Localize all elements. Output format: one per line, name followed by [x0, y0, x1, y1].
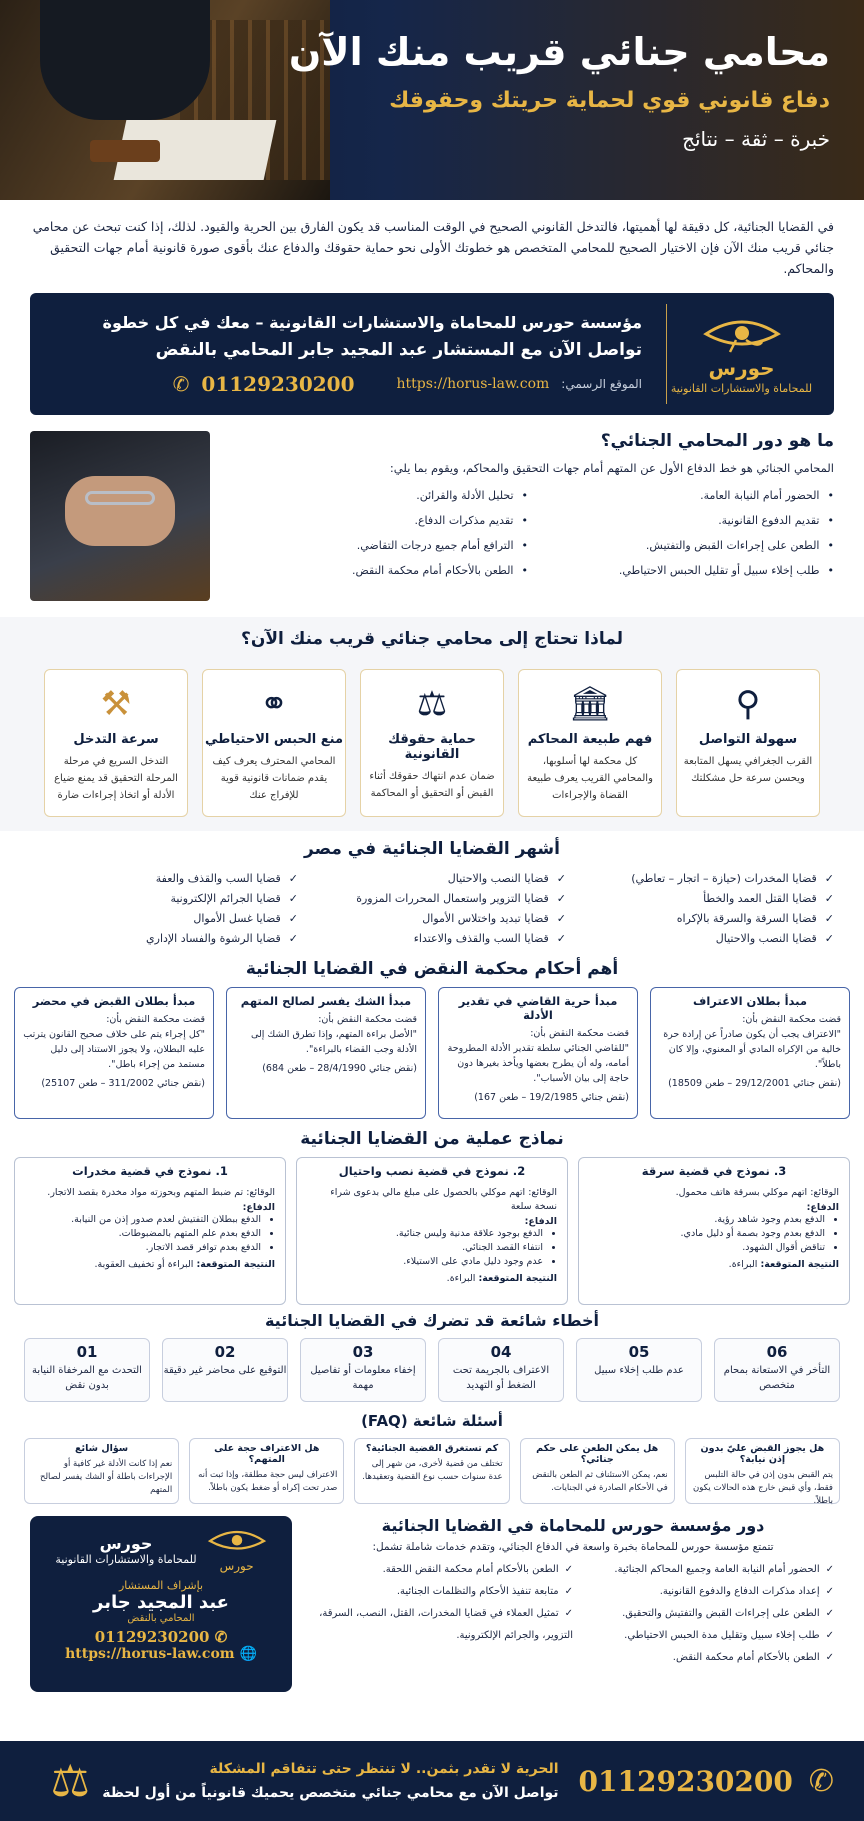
why-card-desc: القرب الجغرافي يسهل المتابعة ويحسن سرعة حل مشكلتك — [683, 756, 813, 784]
mistakes-section — [0, 1311, 864, 1402]
firm-intro: تتمتع مؤسسة حورس للمحاماة بخبرة واسعة في الدفاع الجنائي، وتقدم خدمات شاملة تشمل: — [372, 1541, 774, 1553]
phone-icon: ✆ — [209, 1628, 228, 1646]
list-item: • طلب إخلاء سبيل أو تقليل الحبس الاحتياطي. — [528, 558, 834, 583]
card-firm-name: حورس — [99, 1533, 153, 1553]
hero-image — [0, 0, 330, 200]
faq-card — [189, 1438, 344, 1504]
gavel-icon: ⚒ — [100, 684, 132, 724]
mistake-card — [24, 1338, 150, 1402]
cases-title: أشهر القضايا الجنائية في مصر — [304, 839, 560, 859]
handcuffs-icon — [85, 491, 155, 505]
example-title: 2. نموذج في قضية نصب واحتيال — [338, 1164, 526, 1178]
hero-banner — [0, 0, 864, 200]
faq-question: هل الاعتراف حجة على المتهم؟ — [214, 1443, 320, 1465]
ruling-quote: "الاعتراف يجب أن يكون صادراً عن إرادة حرة خالية من الإكراه المادي أو المعنوي، وإلا كان باطلاً". — [663, 1029, 841, 1070]
ruling-intro: قضت محكمة النقض بأن: — [318, 1014, 417, 1025]
example-defense-label: الدفاع: — [806, 1202, 839, 1213]
ruling-card — [14, 987, 214, 1119]
list-item: • الطعن بالأحكام أمام محكمة النقض. — [222, 558, 528, 583]
list-item: ✓ قضايا السرقة والسرقة بالإكراه — [566, 909, 834, 929]
mistake-number: 05 — [628, 1343, 650, 1361]
list-item: ✓ قضايا الرشوة والفساد الإداري — [30, 929, 298, 949]
list-item: • الدفع بوجود علاقة مدنية وليس جنائية. — [307, 1227, 543, 1241]
list-item: • تقديم مذكرات الدفاع. — [222, 508, 528, 533]
faq-title: أسئلة شائعة (FAQ) — [361, 1412, 503, 1430]
list-item: ✓ قضايا النصب والاحتيال — [298, 869, 566, 889]
why-card-desc: المحامي المحترف يعرف كيف يقدم ضمانات قانونية قوية للإفراج عنك — [212, 756, 336, 801]
firm-list-2 — [312, 1559, 573, 1669]
mistake-text: التوقيع على محاضر غير دقيقة — [163, 1365, 287, 1376]
list-item: ✓ الطعن بالأحكام أمام محكمة النقض اللحقة. — [312, 1559, 573, 1581]
handcuffs-photo — [30, 431, 210, 601]
why-card-title: سرعة التدخل — [73, 732, 159, 747]
example-card — [14, 1157, 286, 1305]
mistake-number: 04 — [490, 1343, 512, 1361]
list-item: ✓ قضايا السب والقذف والعفة — [30, 869, 298, 889]
card-phone-number: 01129230200 — [94, 1628, 210, 1646]
list-item: • الدفع بعدم توافر قصد الاتجار. — [25, 1241, 261, 1255]
example-result-label: النتيجة المتوقعة: — [760, 1259, 839, 1270]
logo-name: حورس — [708, 355, 775, 380]
firm-banner — [30, 293, 834, 415]
ruling-title: مبدأ الشك يفسر لصالح المتهم — [240, 994, 412, 1008]
why-card-desc: ضمان عدم انتهاك حقوقك أثناء القبض أو التحقيق أو المحاكمة — [369, 771, 495, 799]
list-item: • انتفاء القصد الجنائي. — [307, 1241, 543, 1255]
mistake-number: 03 — [352, 1343, 374, 1361]
faq-answer: تختلف من قضية لأخرى، من شهر إلى عدة سنوات حسب نوع القضية وتعقيدها. — [362, 1459, 503, 1482]
example-facts: الوقائع: اتهم موكلي بسرقة هاتف محمول. — [675, 1187, 839, 1198]
example-defense-label: الدفاع: — [242, 1202, 275, 1213]
faq-question: سؤال شائع — [75, 1443, 129, 1454]
map-pin-icon: ⚲ — [735, 684, 761, 724]
ruling-quote: "للقاضي الجنائي سلطة تقدير الأدلة المطروحة أمامه، وله أن يطرح بعضها ويأخذ بغيرها دون حاجة إلى بيان الأسباب". — [447, 1043, 629, 1084]
rulings-section — [0, 959, 864, 1119]
mistakes-title: أخطاء شائعة قد تضرك في القضايا الجنائية — [264, 1311, 600, 1330]
logo-subtitle: للمحاماة والاستشارات القانونية — [670, 381, 813, 395]
list-item: ✓ قضايا القتل العمد والخطأ — [566, 889, 834, 909]
why-card — [202, 669, 346, 817]
mistake-text: عدم طلب إخلاء سبيل — [594, 1365, 684, 1376]
why-card-title: منع الحبس الاحتياطي — [204, 732, 344, 747]
mistake-card — [438, 1338, 564, 1402]
ruling-card — [438, 987, 638, 1119]
why-title: لماذا تحتاج إلى محامي جنائي قريب منك الآن؟ — [240, 629, 624, 649]
firm-section — [0, 1516, 864, 1696]
why-card-title: فهم طبيعة المحاكم — [527, 732, 653, 747]
hands — [65, 476, 175, 546]
scales-icon: ⚖ — [416, 684, 448, 724]
list-item: • الدفع بعدم وجود بصمة أو دليل مادي. — [589, 1227, 825, 1241]
example-facts: الوقائع: تم ضبط المتهم وبحوزته مواد مخدرة بقصد الاتجار. — [47, 1187, 275, 1198]
cases-section — [0, 839, 864, 949]
footer-line-1: الحرية لا تقدر بثمن.. لا تنتظر حتى تتفاقم المشكلة — [209, 1761, 559, 1777]
why-card — [44, 669, 188, 817]
phone-icon: ✆ — [808, 1763, 834, 1799]
cases-list-1 — [566, 869, 834, 949]
faq-card — [685, 1438, 840, 1504]
list-item: ✓ قضايا تبديد واختلاس الأموال — [298, 909, 566, 929]
list-item: ✓ الطعن على إجراءات القبض والتفتيش والتحقيق. — [573, 1603, 834, 1625]
example-defense-label: الدفاع: — [524, 1216, 557, 1227]
ruling-quote: "الأصل براءة المتهم، وإذا تطرق الشك إلى الأدلة وجب القضاء بالبراءة". — [250, 1029, 417, 1055]
handcuffs-icon: ⚭ — [259, 684, 289, 724]
why-card — [518, 669, 662, 817]
why-card-desc: التدخل السريع في مرحلة المرحلة التحقيق قد يمنع ضياع الأدلة أو اتخاذ إجراءات ضارة — [54, 756, 178, 801]
lawyer-figure — [40, 0, 210, 120]
list-item: • الدفع ببطلان التفتيش لعدم صدور إذن من النيابة. — [25, 1213, 261, 1227]
list-item: • تحليل الأدلة والقرائن. — [222, 483, 528, 508]
intro-paragraph: في القضايا الجنائية، كل دقيقة لها أهميتها، فالتدخل القانوني الصحيح في الوقت المناسب قد يكون الفارق بين الحرية والقيود. لذلك، إذا كنت تبحث عن محامي جنائي قريب منك الآن فإن الاختيار الصحيح للمحامي المتخصص هو خطوتك الأولى نحو حماية حقوقك والدفاع عنك بأقوى صورة قانونية أمام جهات التحقيق والمحاكم. — [32, 219, 834, 276]
example-result-label: النتيجة المتوقعة: — [478, 1273, 557, 1284]
banner-line-1: مؤسسة حورس للمحاماة والاستشارات القانونية – معك في كل خطوة — [102, 312, 642, 332]
ruling-intro: قضت محكمة النقض بأن: — [530, 1028, 629, 1039]
faq-card — [24, 1438, 179, 1504]
role-list-1 — [528, 483, 834, 583]
ruling-card — [226, 987, 426, 1119]
faq-question: هل يجوز القبض عليّ بدون إذن نيابة؟ — [700, 1443, 825, 1465]
ruling-ref: (نقض جنائي 311/2002 – طعن 25107) — [41, 1078, 205, 1089]
firm-list-1 — [573, 1559, 834, 1669]
mistake-number: 02 — [214, 1343, 236, 1361]
example-result: البراءة. — [446, 1273, 476, 1284]
card-firm-sub: للمحاماة والاستشارات القانونية — [55, 1552, 197, 1566]
card-phone[interactable] — [44, 1628, 278, 1646]
footer-line-2: تواصل الآن مع محامي جنائي متخصص يحميك قانونياً من أول لحظة — [102, 1785, 559, 1801]
list-item: ✓ قضايا السب والقذف والاعتداء — [298, 929, 566, 949]
mistake-text: الاعتراف بالجريمة تحت الضغط أو التهديد — [452, 1365, 550, 1391]
faq-section — [0, 1412, 864, 1504]
card-logo-text: حورس — [219, 1559, 254, 1573]
list-item: • الطعن على إجراءات القبض والتفتيش. — [528, 533, 834, 558]
footer — [0, 1741, 864, 1821]
mistake-card — [576, 1338, 702, 1402]
why-card-desc: كل محكمة لها أسلوبها، والمحامي القريب يعرف طبيعة القضاة والإجراءات — [527, 756, 653, 801]
faq-card — [354, 1438, 509, 1504]
example-title: 3. نموذج في قضية سرقة — [641, 1164, 787, 1178]
list-item: ✓ قضايا التزوير واستعمال المحررات المزورة — [298, 889, 566, 909]
mistake-number: 01 — [76, 1343, 98, 1361]
role-intro: المحامي الجنائي هو خط الدفاع الأول عن المتهم أمام جهات التحقيق والمحاكم، ويقوم بما يلي: — [389, 461, 834, 475]
mistake-text: التأخر في الاستعانة بمحام متخصص — [723, 1365, 831, 1391]
ruling-title: مبدأ بطلان الاعتراف — [693, 994, 807, 1008]
mistake-card — [714, 1338, 840, 1402]
site-label: الموقع الرسمي: — [561, 376, 642, 391]
example-result: البراءة أو تخفيف العقوبة. — [94, 1259, 194, 1270]
footer-phone[interactable]: 01129230200 — [578, 1764, 793, 1798]
card-site-url: https://horus-law.com — [65, 1646, 235, 1662]
why-card — [676, 669, 820, 817]
list-item: • تناقض أقوال الشهود. — [589, 1241, 825, 1255]
faq-answer: نعم إذا كانت الأدلة غير كافية أو الإجراءات باطلة أو الشك يفسر لصالح المتهم — [39, 1459, 173, 1495]
list-item: ✓ الحضور أمام النيابة العامة وجميع المحاكم الجنائية. — [573, 1559, 834, 1581]
card-site[interactable] — [44, 1646, 278, 1662]
faq-answer: نعم، يمكن الاستئناف ثم الطعن بالنقض في الأحكام الصادرة في الجنايات. — [532, 1470, 668, 1493]
list-item: ✓ قضايا غسل الأموال — [30, 909, 298, 929]
faq-answer: الاعتراف ليس حجة مطلقة، وإذا ثبت أنه صدر تحت إكراه أو ضغط يكون باطلاً. — [198, 1470, 338, 1493]
list-item: • الدفع بعدم وجود شاهد رؤية. — [589, 1213, 825, 1227]
lawyer-role-section — [30, 431, 834, 601]
contact-card — [30, 1516, 292, 1692]
firm-title: دور مؤسسة حورس للمحاماة في القضايا الجنائية — [381, 1516, 765, 1535]
examples-section — [0, 1129, 864, 1305]
card-person-title: المحامي بالنقض — [127, 1613, 195, 1624]
ruling-quote: "كل إجراء يتم على خلاف صحيح القانون يترتب عليه البطلان، ولا يجوز الاستناد إلى دليل مستمد من إجراء باطل". — [23, 1029, 205, 1070]
example-result: البراءة. — [728, 1259, 758, 1270]
example-result-label: النتيجة المتوقعة: — [196, 1259, 275, 1270]
phone-number[interactable]: 01129230200 — [201, 371, 355, 396]
list-item: • الحضور أمام النيابة العامة. — [528, 483, 834, 508]
list-item: ✓ إعداد مذكرات الدفاع والدفوع القانونية. — [573, 1581, 834, 1603]
firm-logo — [666, 304, 816, 404]
role-title: ما هو دور المحامي الجنائي؟ — [600, 431, 834, 451]
banner-line-2: تواصل الآن مع المستشار عبد المجيد جابر المحامي بالنقض — [155, 339, 642, 360]
faq-question: هل يمكن الطعن على حكم جنائي؟ — [536, 1443, 659, 1465]
why-card-title: سهولة التواصل — [698, 732, 798, 747]
site-link[interactable]: https://horus-law.com — [396, 375, 550, 392]
hero-title: محامي جنائي قريب منك الآن — [288, 30, 830, 74]
list-item: • عدم وجود دليل مادي على الاستيلاء. — [307, 1255, 543, 1269]
courthouse-icon: 🏛 — [568, 684, 612, 724]
example-facts: الوقائع: اتهم موكلي بالحصول على مبلغ مالي بدعوى شراء نسخة سلعة — [330, 1187, 557, 1212]
mistake-text: التحدث مع المرخفاة النيابة بدون نقض — [32, 1365, 142, 1391]
mistake-card — [300, 1338, 426, 1402]
list-item: • تقديم الدفوع القانونية. — [528, 508, 834, 533]
faq-card — [520, 1438, 675, 1504]
why-section — [0, 617, 864, 831]
card-person-name: عبد المجيد جابر — [93, 1592, 229, 1613]
ruling-card — [650, 987, 850, 1119]
examples-title: نماذج عملية من القضايا الجنائية — [300, 1129, 564, 1149]
cases-list-2 — [298, 869, 566, 949]
ruling-title: مبدأ حرية القاضي في تقدير الأدلة — [458, 994, 618, 1022]
list-item: ✓ قضايا الجرائم الإلكترونية — [30, 889, 298, 909]
example-title: 1. نموذج في قضية مخدرات — [72, 1164, 228, 1178]
gavel-icon — [90, 140, 160, 162]
mistake-text: إخفاء معلومات أو تفاصيل مهمة — [310, 1365, 416, 1391]
rulings-title: أهم أحكام محكمة النقض في القضايا الجنائية — [245, 959, 619, 979]
list-item: ✓ طلب إخلاء سبيل وتقليل مدة الحبس الاحتياطي. — [573, 1625, 834, 1647]
faq-answer: يتم القبض بدون إذن في حالة التلبس فقط، وأي قبض خارج هذه الحالات يكون باطلاً. — [693, 1470, 833, 1506]
why-card — [360, 669, 504, 817]
ruling-ref: (نقض جنائي 19/2/1985 – طعن 167) — [474, 1092, 629, 1103]
list-item: • الدفع بعدم علم المتهم بالمضبوطات. — [25, 1227, 261, 1241]
hero-tagline: خبرة – ثقة – نتائج — [682, 127, 830, 151]
scales-icon: ⚖ — [50, 1755, 90, 1807]
list-item: ✓ تمثيل العملاء في قضايا المخدرات، القتل، النصب، السرقة، التزوير، والجرائم الإلكترونية. — [312, 1603, 573, 1647]
mistake-number: 06 — [766, 1343, 788, 1361]
ruling-intro: قضت محكمة النقض بأن: — [106, 1014, 205, 1025]
hero-subtitle: دفاع قانوني قوي لحماية حريتك وحقوقك — [389, 88, 830, 113]
list-item: ✓ متابعة تنفيذ الأحكام والتظلمات الجنائية. — [312, 1581, 573, 1603]
faq-question: كم تستغرق القضية الجنائية؟ — [365, 1443, 499, 1454]
phone-icon: ✆ — [172, 371, 190, 396]
list-item: ✓ قضايا النصب والاحتيال — [566, 929, 834, 949]
why-card-title: حماية حقوقك القانونية — [388, 732, 476, 762]
role-list-2 — [222, 483, 528, 583]
example-card — [296, 1157, 568, 1305]
globe-icon: 🌐 — [234, 1646, 257, 1662]
ruling-intro: قضت محكمة النقض بأن: — [742, 1014, 841, 1025]
card-supervision: بإشراف المستشار — [118, 1579, 204, 1592]
list-item: ✓ الطعن بالأحكام أمام محكمة النقض. — [573, 1647, 834, 1669]
eye-of-horus-icon — [702, 314, 782, 354]
example-card — [578, 1157, 850, 1305]
cases-list-3 — [30, 869, 298, 949]
list-item: • الترافع أمام جميع درجات التقاضي. — [222, 533, 528, 558]
ruling-title: مبدأ بطلان القبض في محضر — [32, 994, 196, 1008]
eye-of-horus-icon — [207, 1526, 267, 1573]
ruling-ref: (نقض جنائي 28/4/1990 – طعن 684) — [262, 1063, 417, 1074]
mistake-card — [162, 1338, 288, 1402]
list-item: ✓ قضايا المخدرات (حيازة – اتجار – تعاطي) — [566, 869, 834, 889]
ruling-ref: (نقض جنائي 29/12/2001 – طعن 18509) — [668, 1078, 841, 1089]
